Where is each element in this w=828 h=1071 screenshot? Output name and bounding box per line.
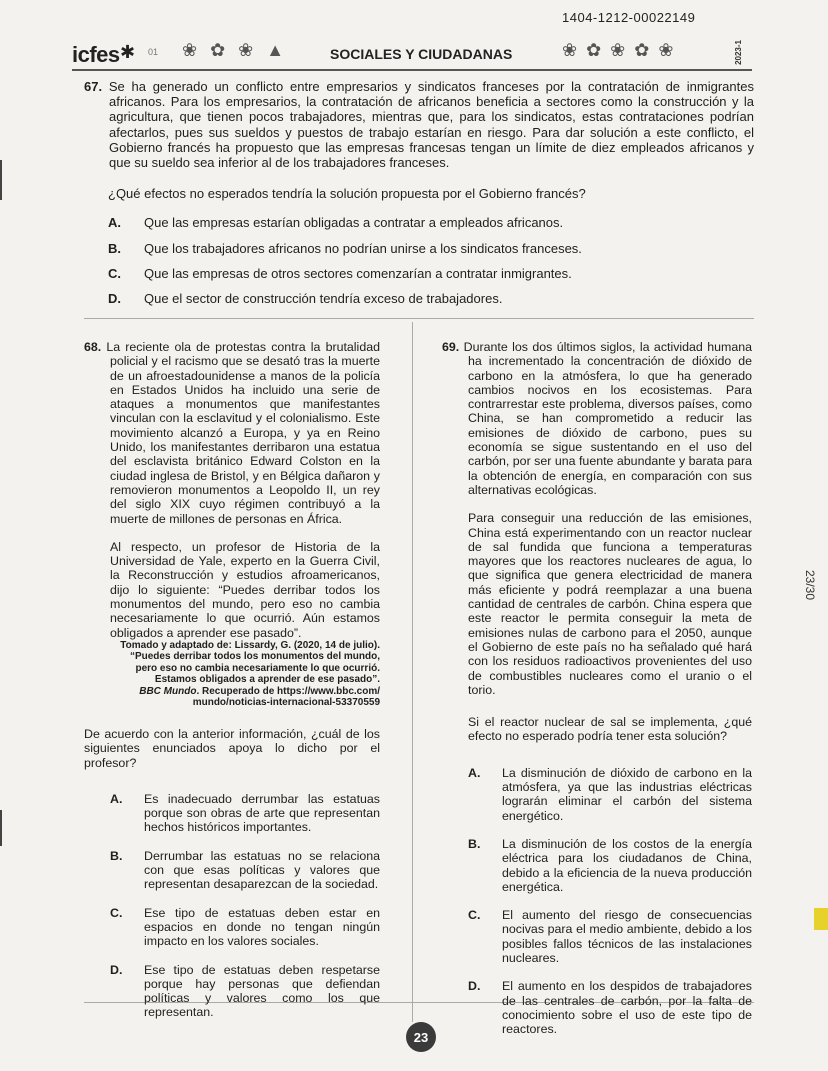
options-list [442,766,752,1037]
option-d[interactable]: D. Que el sector de construcción tendría exceso de trabajadores. [108,291,503,307]
option-b[interactable]: B. La disminución de los costos de la energía eléctrica para los ciudadanos de China, debido a la eficiencia de la nueva producción energética. [468,836,752,894]
header-divider [72,69,752,71]
column-divider [412,322,413,1022]
header-page-small: 01 [148,47,159,57]
question-number: 69. [442,340,460,354]
passage-paragraph-1: Durante los dos últimos siglos, la actividad humana ha incrementado la concentración de dióxido de carbono en la atmósfera, lo que ha generado cambios nocivos en los ecosistemas. Para contrarrestar este problema, diversos países, como China, se han comprometido a reducir las emisiones de dióxido de carbono, pues su economía se sigue sustentando en el uso del carbón, por ser una fuente abundante y barata para la obtención de energía, en comparación con sus alternativas ecológicas. [463,340,752,497]
passage-paragraph-2: Para conseguir una reducción de las emisiones, China está experimentando con un reactor nuclear de sal fundida que funciona a temperaturas mayores que los reactores nucleares de agua, lo que significa que genera electricidad de manera más eficiente y podrá reemplazar a una buena cantidad de centrales de carbón. China espera que este reactor le permita conseguir la meta de emisiones nulas de carbono para el 2050, aunque el Gobierno de este país no ha señalado qué hará con los residuos radioactivos provenientes del uso de combustibles nucleares como el uranio o el torio. [468,511,752,697]
options-list [84,215,754,306]
question-67 [84,79,754,316]
option-c[interactable]: C. Ese tipo de estatuas deben estar en espacios en donde no tengan ningún impacto en los valores sociales. [110,905,380,949]
question-prompt: ¿Qué efectos no esperados tendría la solución propuesta por el Gobierno francés? [108,186,586,202]
binding-mark [0,810,2,846]
page-header [72,36,752,76]
passage-paragraph-1: La reciente ola de protestas contra la brutalidad policial y el racismo que se desató tras la muerte de un afroestadounidense a manos de la policía en Estados Unidos ha incluido una serie de ataques a monumentos que manifestantes vinculan con la esclavitud y el colonialismo. Este movimiento alcanzó a Europa, y ya en Reino Unido, los manifestantes derribaron una estatua del esclavista británico Edward Colston en la ciudad inglesa de Bristol, y en Bélgica dañaron y removieron monumentos a Leopoldo II, un rey del siglo XIX cuyo régimen contribuyó a la muerte de millones de personas en África. [106,340,380,526]
option-a[interactable]: A. Que las empresas estarían obligadas a contratar a empleados africanos. [108,215,564,231]
document-code: 1404-1212-00022149 [562,10,696,25]
logo-mark-icon: ✱ [120,42,136,62]
section-title: SOCIALES Y CIUDADANAS [330,46,513,62]
question-number: 68. [84,340,102,354]
option-c[interactable]: C. Que las empresas de otros sectores comenzarían a contratar inmigrantes. [108,265,572,281]
section-divider [84,318,754,319]
decorative-figures-right-icon: ❀ ✿ ❀ ✿ ❀ [562,40,676,60]
option-d[interactable]: D. El aumento en los despidos de trabajadores de las centrales de carbón, por la falta de conocimiento sobre el uso de este tipo de reactores. [468,979,752,1037]
option-c[interactable]: C. El aumento del riesgo de consecuencias nocivas para el medio ambiente, debido a los posibles fallos técnicos de las instalaciones nucleares. [468,908,752,965]
question-prompt: Si el reactor nuclear de sal se implementa, ¿qué efecto no esperado podría tener esta solución? [468,715,752,744]
source-citation: Tomado y adaptado de: Lissardy, G. (2020, 14 de julio). “Puedes derribar todos los monumentos del mundo, pero eso no cambia necesariamente lo que ocurrió. Estamos obligados a aprender de ese pasado”. BBC Mundo. Recuperado de https://www.bbc.com/ mundo/noticias-internacional-53370559 [120,639,380,709]
option-b[interactable]: B. Que los trabajadores africanos no podrían unirse a los sindicatos franceses. [108,240,582,256]
yellow-tab-icon [814,908,828,930]
icfes-logo: icfes [72,42,120,67]
option-a[interactable]: A. Es inadecuado derrumbar las estatuas porque son obras de arte que representan hechos históricos importantes. [110,791,380,835]
exam-year: 2023-1 [734,40,743,65]
option-a[interactable]: A. La disminución de dióxido de carbono en la atmósfera, ya que las industrias eléctricas lograrán eliminar el carbón del sistema energético. [468,765,752,823]
binding-mark [0,160,2,200]
question-stem: Se ha generado un conflicto entre empresarios y sindicatos franceses por la contratación de inmigrantes africanos. Para los empresarios, la contratación de africanos beneficia a sectores como la construcción y la agricultura, que tienen pocos trabajadores, mientras que, para los sindicatos, estas contrataciones podrían afectarlos, pues sus sueldos y puestos de trabajo estarían en riesgo. Para dar solución a este conflicto, el Gobierno francés ha propuesto que las empresas francesas tengan un límite de diez empleados africanos y que su sueldo sea inferior al de los trabajadores franceses. [108,79,754,171]
page-number-badge: 23 [406,1022,436,1052]
question-69 [442,340,752,1050]
question-number: 67. [84,79,103,94]
side-page-count: 23/30 [803,570,817,601]
question-prompt: De acuerdo con la anterior información, ¿cuál de los siguientes enunciados apoya lo dicho por el profesor? [84,726,380,770]
decorative-figures-icon: ❀ ✿ ❀ ▲ [182,40,289,60]
option-d[interactable]: D. Ese tipo de estatuas deben respetarse porque hay personas que defiendan políticas y valores como los que representan. [110,962,380,1020]
options-list [84,792,380,1020]
option-b[interactable]: B. Derrumbar las estatuas no se relaciona con que esas políticas y valores que representan desaparezcan de la sociedad. [110,848,380,892]
passage-paragraph-2: Al respecto, un profesor de Historia de la Universidad de Yale, experto en la Guerra Civil, la Reconstrucción y estudios afroamericanos, dijo lo siguiente: “Puedes derribar todos los monumentos del mundo, pero eso no cambia necesariamente lo que ocurrió. Aún estamos obligados a aprender ese pasado”. [110,539,380,640]
question-68 [84,340,380,1034]
